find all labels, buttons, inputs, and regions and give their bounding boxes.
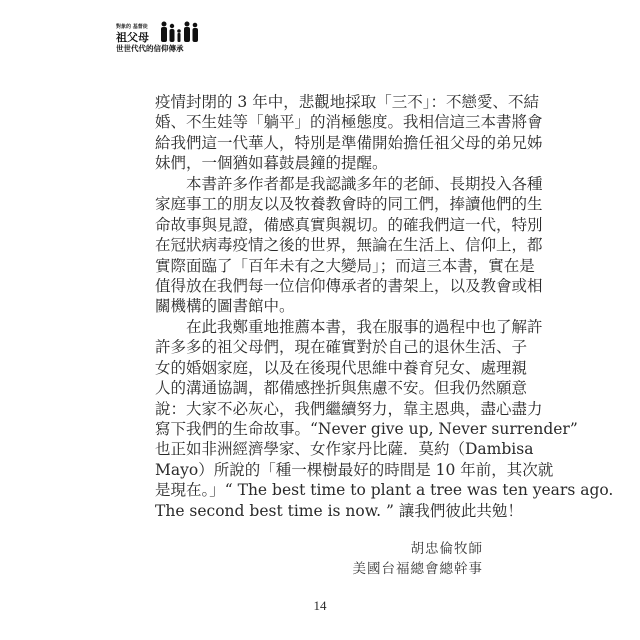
text-line: 實際面臨了「百年未有之大變局」；而這三本書，實在是 <box>155 256 535 275</box>
text-line: 給我們這一代華人，特別是準備開始擔任祖父母的弟兄姊 <box>155 133 543 152</box>
signature-name: 胡忠倫牧師 <box>410 541 483 557</box>
logo-title: 祖父母 <box>116 31 149 44</box>
text-line: 說：大家不必灰心，我們繼續努力，靠主恩典，盡心盡力 <box>155 399 543 418</box>
text-line: 是現在。」“ The best time to plant a tree was ten years ago. <box>155 481 614 500</box>
family-silhouette-icon <box>158 21 202 43</box>
page-body-text <box>155 92 614 521</box>
text-line: 女的婚姻家庭，以及在後現代思維中養育兒女、處理親 <box>155 358 528 377</box>
signature-title: 美國台福總會總幹事 <box>352 561 483 577</box>
page-number: 14 <box>313 598 327 613</box>
logo-small-text: 對象的 基督徒 <box>116 24 148 30</box>
text-line: The second best time is now. ” 讓我們彼此共勉！ <box>155 501 523 520</box>
text-line: 值得放在我們每一位信仰傳承者的書架上，以及教會或相 <box>155 276 543 295</box>
text-line: 命故事與見證，備感真實與親切。的確我們這一代，特別 <box>155 215 543 234</box>
text-line: 家庭事工的朋友以及牧養教會時的同工們，捧讀他們的生 <box>155 195 543 214</box>
text-line: 關機構的圖書館中。 <box>155 297 295 316</box>
text-line: 在冠狀病毒疫情之後的世界，無論在生活上、信仰上，都 <box>155 236 543 255</box>
text-line: 在此我鄭重地推薦本書，我在服事的過程中也了解許 <box>186 317 543 336</box>
text-line: 人的溝通協調，都備感挫折與焦慮不安。但我仍然願意 <box>155 379 528 398</box>
text-line: 也正如非洲經濟學家、女作家丹比薩．莫約（Dambisa <box>155 440 534 459</box>
text-line: Mayo）所說的「種一棵樹最好的時間是 10 年前，其次就 <box>155 460 554 479</box>
logo-subtitle: 世世代代的信仰傳承 <box>116 44 184 53</box>
text-line: 寫下我們的生命故事。“Never give up, Never surrender” <box>155 420 578 438</box>
text-line: 許多多的祖父母們，現在確實對於自己的退休生活、子 <box>155 338 528 357</box>
text-line: 妹們，一個猶如暮鼓晨鐘的提醒。 <box>155 154 388 173</box>
text-line: 婚、不生娃等「躺平」的消極態度。我相信這三本書將會 <box>155 113 543 132</box>
text-line: 本書許多作者都是我認識多年的老師、長期投入各種 <box>186 174 543 193</box>
book-series-logo <box>114 21 204 55</box>
text-line: 疫情封閉的 3 年中，悲觀地採取「三不」：不戀愛、不結 <box>155 93 539 111</box>
